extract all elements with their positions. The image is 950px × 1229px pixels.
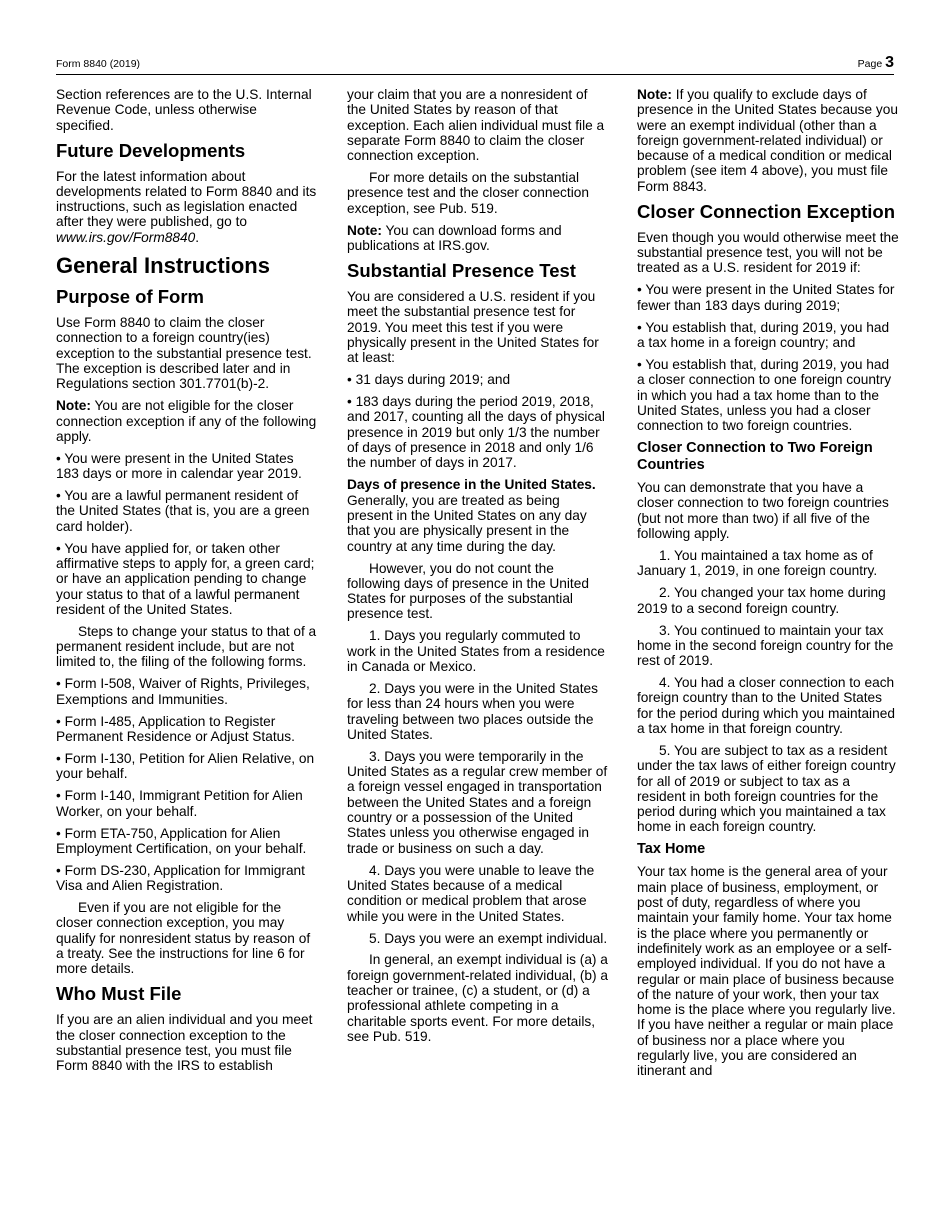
steps-paragraph: Steps to change your status to that of a permanent resident include, but are not limited to, the filing of the following forms. [56, 623, 317, 670]
days-of-presence-paragraph [347, 477, 609, 553]
page-header [56, 52, 894, 75]
form-list-item: • Form DS-230, Application for Immigrant Visa and Alien Registration. [56, 862, 305, 894]
form-label: Form 8840 (2019) [56, 58, 141, 70]
form-list-item: • Form I-508, Waiver of Rights, Privileges, Exemptions and Immunities. [56, 676, 310, 707]
heading-tax-home: Tax Home [637, 841, 706, 858]
bullet-item: • You establish that, during 2019, you had a closer connection to one foreign country in which you had a tax home than to the United States, unless you had a closer connection to two foreign countries. [637, 356, 892, 434]
bullet-item: • You have applied for, or taken other affirmative steps to apply for, a green card; or have an application pending to change your status to that of a lawful permanent resident of the United States. [56, 540, 315, 617]
numbered-item: 3. Days you were temporarily in the United States as a regular crew member of a foreign vessel engaged in transportation between the United States and a foreign country or a possession of the United States unless you otherwise engaged in trade or business on such a day. [347, 748, 608, 856]
future-text: For the latest information about developments related to Form 8840 and its instructions, such as legislation enacted after they were published, go to [56, 168, 317, 230]
form-list-item: • Form I-130, Petition for Alien Relative, on your behalf. [56, 750, 315, 782]
form-list-item: • Form ETA-750, Application for Alien Employment Certification, on your behalf. [56, 825, 307, 856]
note-paragraph [637, 87, 899, 194]
numbered-item: 5. Days you were an exempt individual. [369, 930, 608, 946]
numbered-item: 4. You had a closer connection to each foreign country than to the United States for the period during which you maintained a tax home in that foreign country. [637, 675, 895, 736]
bullet-item: • 183 days during the period 2019, 2018, and 2017, counting all the days of physical presence in 2019 but only 1/3 the number of days of presence in 2018 and only 1/6 the number of days in 2017. [347, 394, 605, 471]
heading-who-must-file: Who Must File [56, 983, 182, 1005]
tax-home-paragraph: Your tax home is the general area of your main place of business, employment, or post of duty, regardless of where you maintain your family home. Your tax home is the place where you permanently or indefinitely work as an employee or a self-employed individual. If you do not have a regular or main place of business because of the nature of your work, then your tax home is the place where you regularly live. If you have neither a regular or main place of business nor a place where you regularly live, you are considered an itinerant and [637, 864, 896, 1079]
note-paragraph [347, 223, 609, 254]
page-label: Page [857, 58, 883, 70]
purpose-paragraph: Use Form 8840 to claim the closer connection to a foreign country(ies) exception to the substantial presence test. The exception is described later and in Regulations section 301.7701(b)-2. [56, 315, 312, 392]
heading-substantial-presence-test: Substantial Presence Test [347, 260, 576, 282]
form-list-item: • Form I-140, Immigrant Petition for Alien Worker, on your behalf. [56, 788, 303, 819]
future-developments-paragraph [56, 169, 318, 245]
future-end: . [195, 229, 200, 245]
who-must-file-paragraph: If you are an alien individual and you meet the closer connection exception to the substantial presence test, you must file Form 8840 with the IRS to establish [56, 1012, 313, 1074]
spt-paragraph: You are considered a U.S. resident if you meet the substantial presence test for 2019. You meet this test if you were physically present in the United States for at least: [347, 289, 599, 366]
heading-future-developments: Future Developments [56, 139, 246, 161]
page-number: 3 [885, 54, 894, 71]
note-paragraph [56, 398, 318, 444]
heading-closer-connection-exception: Closer Connection Exception [637, 200, 896, 222]
exempt-individual-paragraph: In general, an exempt individual is (a) a foreign government-related individual, (b) a teacher or trainee, (c) a student, or (d) a professional athlete competing in a charitable sports event. For more details, see Pub. 519. [347, 952, 608, 1044]
numbered-item: 2. You changed your tax home during 2019 to a second foreign country. [637, 585, 886, 616]
more-details-paragraph: For more details on the substantial presence test and the closer connection exception, see Pub. 519. [347, 170, 589, 216]
intro-paragraph: Section references are to the U.S. Internal Revenue Code, unless otherwise specified. [56, 87, 312, 133]
column-3 [637, 87, 899, 1085]
bullet-item: • You are a lawful permanent resident of the United States (that is, you are a green card holder). [56, 488, 310, 534]
numbered-item: 1. You maintained a tax home as of January 1, 2019, in one foreign country. [637, 547, 878, 579]
closer-connection-paragraph: Even though you would otherwise meet the substantial presence test, you will not be treated as a U.S. resident for 2019 if: [637, 229, 899, 276]
heading-purpose-of-form: Purpose of Form [56, 286, 205, 308]
bullet-item: • 31 days during 2019; and [347, 372, 511, 388]
bullet-item: • You were present in the United States for fewer than 183 days during 2019; [637, 282, 895, 313]
note-text: If you qualify to exclude days of presence in the United States because you were an exempt individual (other than a foreign government-related individual) or because of a medical condition or medical problem (see item 4 above), you must file Form 8843. [637, 87, 898, 194]
numbered-item: 3. You continued to maintain your tax home in the second foreign country for the rest of 2019. [637, 622, 894, 669]
page-indicator [858, 54, 894, 72]
days-label: Days of presence in the United States. [347, 477, 596, 493]
heading-general-instructions: General Instructions [56, 253, 270, 279]
note-label: Note: [347, 222, 382, 238]
however-paragraph: However, you do not count the following days of presence in the United States for purposes of the substantial presence test. [347, 560, 589, 622]
form-list-item: • Form I-485, Application to Register Permanent Residence or Adjust Status. [56, 713, 295, 744]
column-2 [347, 87, 609, 1051]
days-text: Generally, you are treated as being present in the United States on any day that you are physically present in the country at any time during the day. [347, 492, 587, 554]
numbered-item: 5. You are subject to tax as a resident under the tax laws of either foreign country for all of 2019 or subject to tax as a resident in both foreign countries for the period during which you maintained a tax home in each foreign country. [637, 742, 896, 835]
bullet-item: • You were present in the United States 183 days or more in calendar year 2019. [56, 450, 302, 482]
bullet-item: • You establish that, during 2019, you had a tax home in a foreign country; and [637, 319, 890, 350]
continued-paragraph: your claim that you are a nonresident of the United States by reason of that exception. Each alien individual must file a separate Form 8840 to claim the closer connection exception. [347, 87, 605, 164]
two-countries-paragraph: You can demonstrate that you have a closer connection to two foreign countries (but not more than two) if all five of the following apply. [637, 480, 889, 541]
column-1 [56, 87, 318, 1080]
numbered-item: 2. Days you were in the United States for less than 24 hours when you were traveling between two places outside the United States. [347, 680, 599, 742]
heading-two-foreign-countries: Closer Connection to Two Foreign Countries [637, 440, 873, 474]
future-url-link[interactable]: www.irs.gov/Form8840 [56, 229, 196, 245]
numbered-item: 4. Days you were unable to leave the United States because of a medical condition or medical problem that arose while you were in the United States. [347, 862, 595, 924]
note-text: You can download forms and publications at IRS.gov. [347, 222, 562, 254]
note-label: Note: [56, 398, 91, 414]
numbered-item: 1. Days you regularly commuted to work in the United States from a residence in Canada or Mexico. [347, 628, 605, 674]
note-label: Note: [637, 87, 672, 102]
note-text: You are not eligible for the closer connection exception if any of the following apply. [56, 398, 317, 444]
treaty-paragraph: Even if you are not eligible for the closer connection exception, you may qualify for nonresident status by reason of a treaty. See the instructions for line 6 for more details. [56, 900, 311, 977]
